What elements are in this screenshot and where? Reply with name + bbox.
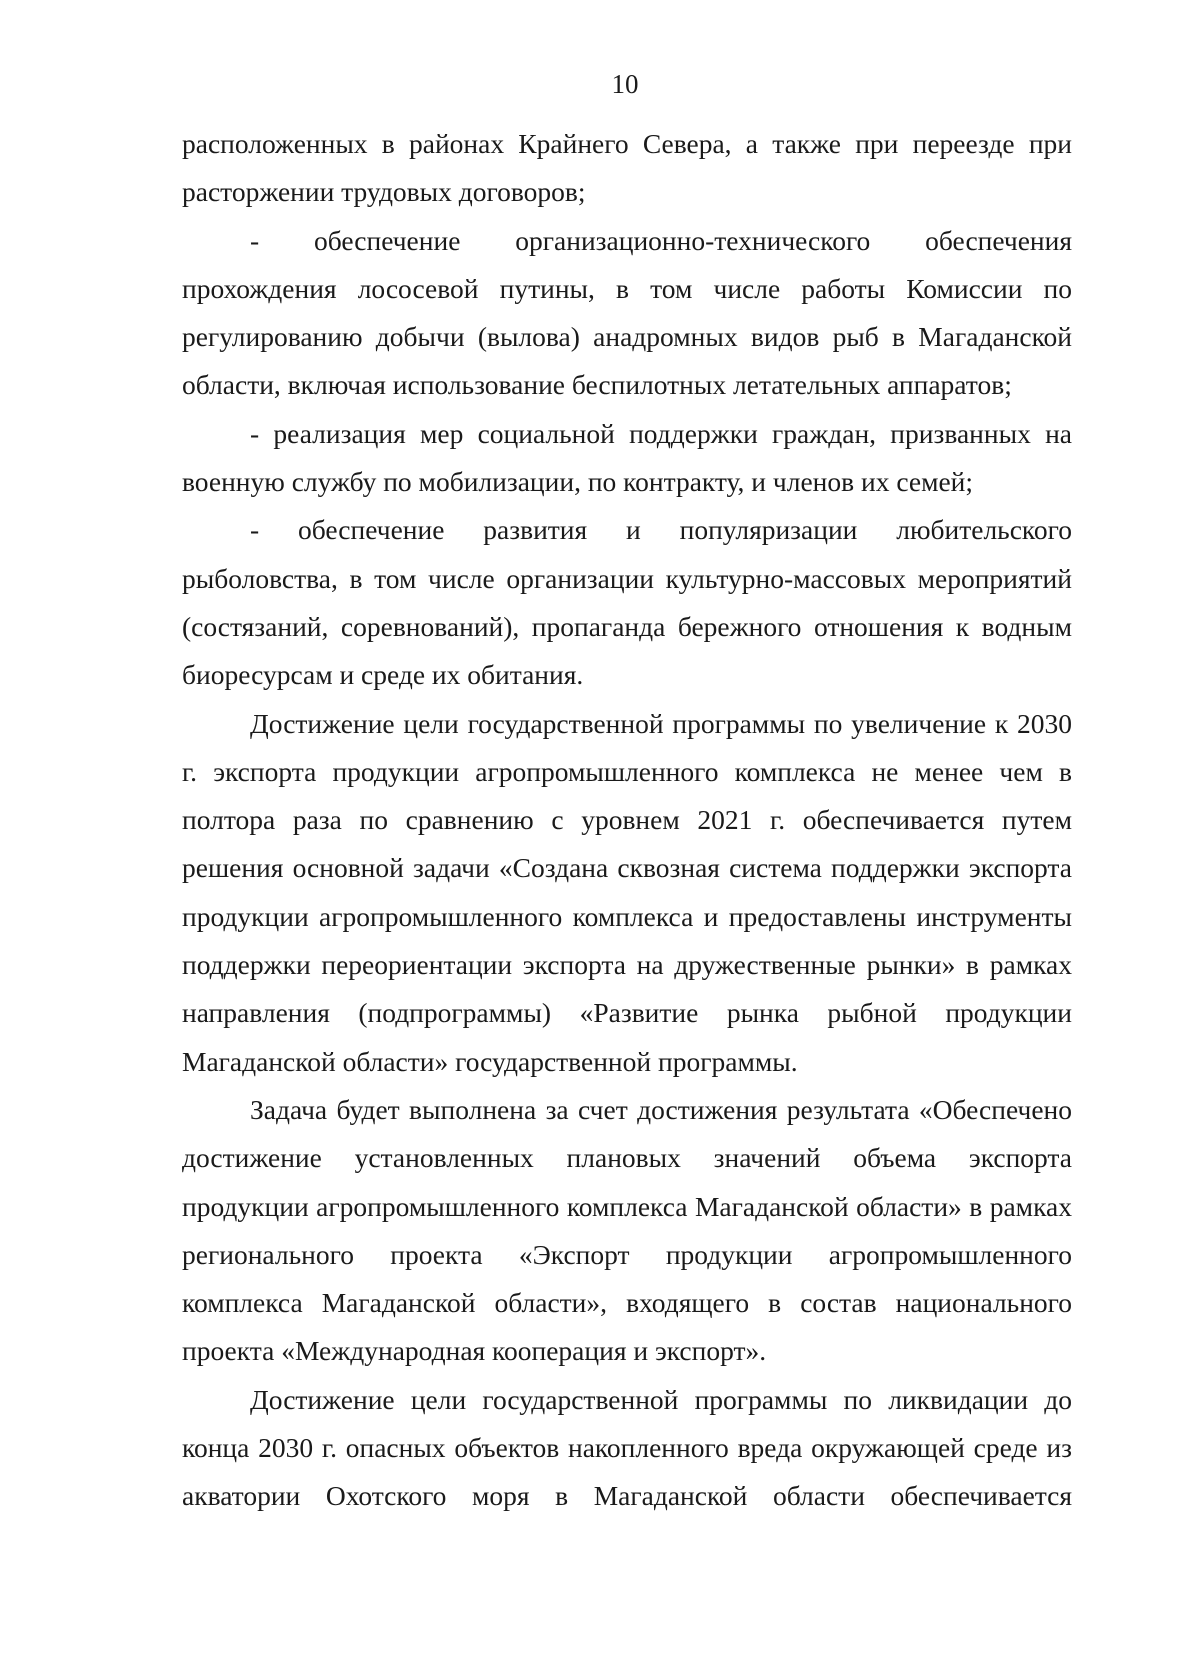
paragraph-list-item-amateur-fishing: - обеспечение развития и популяризации любительского рыболовства, в том числе организации культурно-массовых мероприятий (состязаний, соревнований), пропаганда бережного отношения к водным биоресурсам и среде их обитания. (182, 514, 1072, 691)
paragraph-export-task: Задача будет выполнена за счет достижения результата «Обеспечено достижение установленных плановых значений объема экспорта продукции агропромышленного комплекса Магаданской области» в рамках регионального проекта «Экспорт продукции агропромышленного комплекса Магаданской области», входящего в состав национального проекта «Международная кооперация и экспорт». (182, 1093, 1072, 1367)
page-number: 10 (611, 69, 639, 99)
paragraph-list-item-lososevaya-putina: - обеспечение организационно-технического обеспечения прохождения лососевой путины, в том числе работы Комиссии по регулированию добычи (вылова) анадромных видов рыб в Магаданской области, включая использование беспилотных летательных аппаратов; (182, 224, 1072, 401)
paragraph-continuation: расположенных в районах Крайнего Севера, а также при переезде при расторжении трудовых договоров; (182, 128, 1072, 208)
paragraph-export-goal: Достижение цели государственной программы по увеличение к 2030 г. экспорта продукции агропромышленного комплекса не менее чем в полтора раза по сравнению с уровнем 2021 г. обеспечивается путем решения основной задачи «Создана сквозная система поддержки экспорта продукции агропромышленного комплекса и предоставлены инструменты поддержки переориентации экспорта на дружественные рынки» в рамках направления (подпрограммы) «Развитие рынка рыбной продукции Магаданской области» государственной программы. (182, 707, 1072, 1077)
document-body (182, 120, 1072, 1521)
paragraph-accumulated-harm-goal: Достижение цели государственной программы по ликвидации до конца 2030 г. опасных объектов накопленного вреда окружающей среде из акватории Охотского моря в Магаданской области обеспечивается (182, 1383, 1072, 1512)
paragraph-list-item-social-support: - реализация мер социальной поддержки граждан, призванных на военную службу по мобилизации, по контракту, и членов их семей; (182, 417, 1072, 498)
